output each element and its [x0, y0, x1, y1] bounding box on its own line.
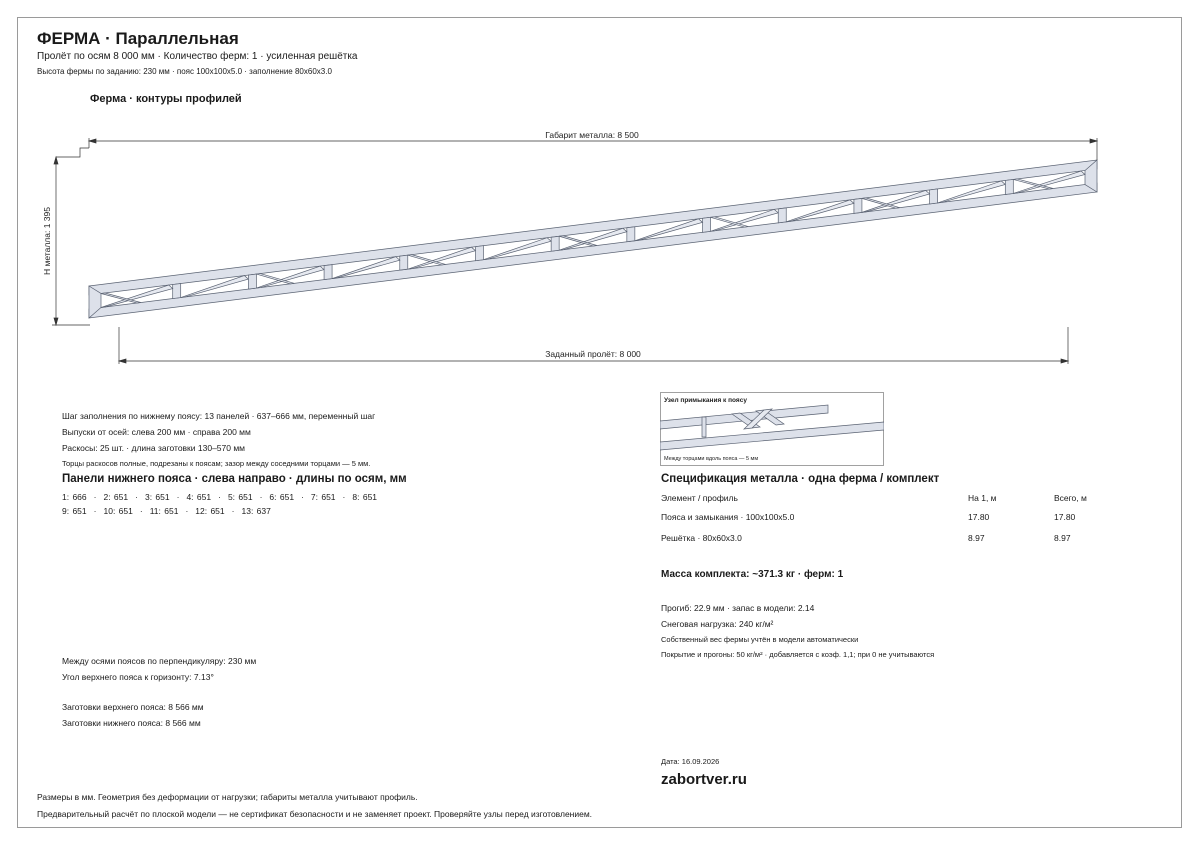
- panel-length-10: 10: 651: [103, 506, 133, 516]
- roof-load-text: Покрытие и прогоны: 50 кг/м² · добавляется с коэф. 1,1; при 0 не учитываются: [661, 650, 935, 659]
- spec-row-2-total: 8.97: [1054, 533, 1071, 543]
- panel-length-11: 11: 651: [149, 506, 179, 516]
- overhangs-text: Выпуски от осей: слева 200 мм · справа 200 мм: [62, 427, 251, 437]
- vertical-post-5: [475, 246, 483, 261]
- ends-note-text: Торцы раскосов полные, подрезаны к поясам; зазор между соседними торцами — 5 мм.: [62, 459, 371, 468]
- vertical-post-11: [930, 189, 938, 204]
- spec-row-1-name: Пояса и замыкания · 100x100x5.0: [661, 512, 795, 522]
- panels-heading: Панели нижнего пояса · слева направо · длины по осям, мм: [62, 473, 407, 485]
- vertical-post-8: [703, 217, 711, 232]
- truss-profiles: [89, 160, 1097, 318]
- panel-separator: ·: [259, 492, 263, 502]
- spec-row-2-name: Решётка · 80x60x3.0: [661, 533, 742, 543]
- vertical-post-1: [173, 284, 181, 299]
- bottom-chord: [89, 183, 1097, 318]
- panel-separator: ·: [93, 506, 97, 516]
- panel-separator: ·: [139, 506, 143, 516]
- height-dimension-label: H металла: 1 395: [42, 207, 52, 275]
- braces-text: Раскосы: 25 шт. · длина заготовки 130–570 мм: [62, 443, 246, 453]
- fill-step-text: Шаг заполнения по нижнему поясу: 13 панелей · 637–666 мм, переменный шаг: [62, 411, 376, 421]
- panel-length-12: 12: 651: [195, 506, 225, 516]
- vertical-post-4: [400, 255, 408, 270]
- top-blanks-text: Заготовки верхнего пояса: 8 566 мм: [62, 702, 204, 712]
- snow-load-text: Снеговая нагрузка: 240 кг/м²: [661, 619, 774, 629]
- panel-separator: ·: [135, 492, 138, 502]
- vertical-post-6: [551, 236, 559, 251]
- vertical-post-10: [854, 198, 862, 213]
- node-inset: [660, 392, 884, 466]
- panel-separator: ·: [342, 492, 346, 502]
- vertical-post-2: [248, 274, 256, 289]
- self-weight-text: Собственный вес фермы учтён в модели автоматически: [661, 635, 859, 644]
- panel-length-13: 13: 637: [241, 506, 271, 516]
- spec-row-2-per-one: 8.97: [968, 533, 985, 543]
- spec-row-1-total: 17.80: [1054, 512, 1076, 522]
- footer-note-1: Размеры в мм. Геометрия без деформации от нагрузки; габариты металла учитывают профиль.: [37, 792, 418, 802]
- panel-separator: ·: [218, 492, 221, 502]
- spec-col-total: Всего, м: [1054, 493, 1087, 503]
- panel-separator: ·: [231, 506, 235, 516]
- span-dimension-label: Заданный пролёт: 8 000: [545, 349, 641, 359]
- vertical-post-12: [1005, 179, 1013, 194]
- site-name: zabortver.ru: [661, 771, 747, 788]
- panels-row-2: [62, 506, 271, 516]
- header-line-2: Высота фермы по заданию: 230 мм · пояс 100x100x5.0 · заполнение 80x60x3.0: [37, 67, 332, 76]
- panel-length-4: 4: 651: [186, 492, 212, 502]
- top-angle-text: Угол верхнего пояса к горизонту: 7.13°: [62, 672, 214, 682]
- spec-heading: Спецификация металла · одна ферма / комплект: [661, 473, 940, 485]
- panels-row-1: [62, 492, 377, 502]
- mass-total: Масса комплекта: ~371.3 кг · ферм: 1: [661, 569, 844, 580]
- bottom-blanks-text: Заготовки нижнего пояса: 8 566 мм: [62, 718, 201, 728]
- axis-distance-text: Между осями поясов по перпендикуляру: 230 мм: [62, 656, 257, 666]
- spec-row-1-per-one: 17.80: [968, 512, 990, 522]
- date-text: Дата: 16.09.2026: [661, 757, 720, 766]
- header-line-1: Пролёт по осям 8 000 мм · Количество ферм: 1 · усиленная решётка: [37, 51, 358, 62]
- vertical-post-7: [627, 227, 635, 242]
- deflection-text: Прогиб: 22.9 мм · запас в модели: 2.14: [661, 603, 815, 613]
- panel-length-8: 8: 651: [352, 492, 378, 502]
- truss-drawing: [0, 0, 1200, 380]
- panel-length-5: 5: 651: [227, 492, 253, 502]
- overall-dimension-label: Габарит металла: 8 500: [545, 130, 639, 140]
- panel-length-2: 2: 651: [103, 492, 129, 502]
- vertical-post-9: [778, 208, 786, 223]
- panel-length-3: 3: 651: [144, 492, 170, 502]
- top-chord: [89, 160, 1097, 295]
- page-title: ФЕРМА · Параллельная: [37, 29, 239, 48]
- panel-length-1: 1: 666: [62, 492, 87, 502]
- vertical-post-3: [324, 265, 332, 280]
- panel-separator: ·: [93, 492, 97, 502]
- panel-separator: ·: [301, 492, 304, 502]
- node-inset-caption: Между торцами вдоль пояса — 5 мм: [664, 456, 759, 462]
- panel-separator: ·: [176, 492, 180, 502]
- spec-col-per-one: На 1, м: [968, 493, 997, 503]
- node-inset-title: Узел примыкания к поясу: [664, 397, 747, 404]
- overall-dimension: [56, 138, 1097, 160]
- drawing-heading: Ферма · контуры профилей: [90, 93, 242, 105]
- panel-length-9: 9: 651: [62, 506, 87, 516]
- spec-col-element: Элемент / профиль: [661, 493, 738, 503]
- panel-length-7: 7: 651: [310, 492, 336, 502]
- height-dimension: [52, 157, 90, 325]
- footer-note-2: Предварительный расчёт по плоской модели — не сертификат безопасности и не заменяет проект. Проверяйте узлы перед изготовлением.: [37, 809, 593, 819]
- panel-length-6: 6: 651: [269, 492, 295, 502]
- panel-separator: ·: [185, 506, 189, 516]
